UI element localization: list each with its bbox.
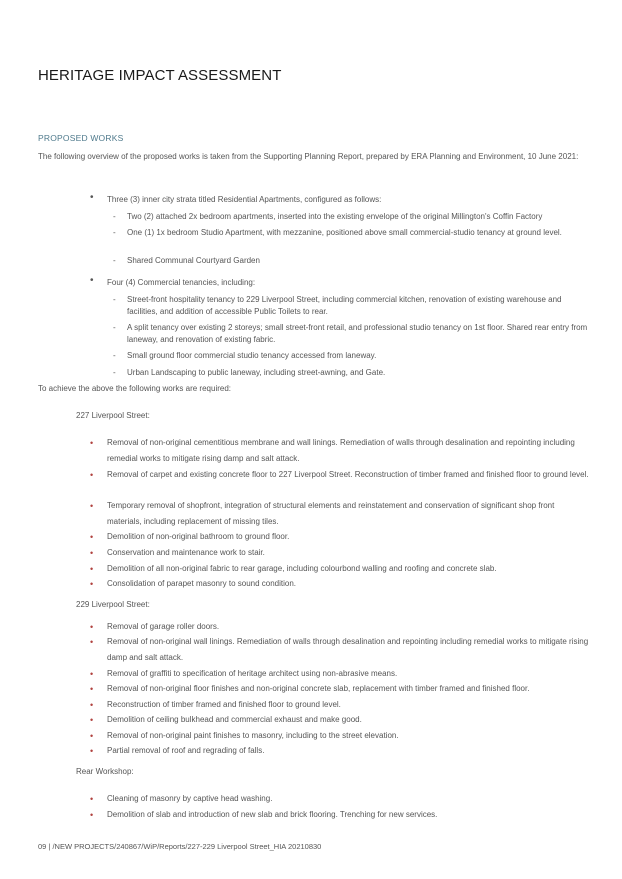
overview-subitem — [113, 322, 591, 346]
works-item-text: Removal of non-original cementitious membrane and wall linings. Remediation of walls through desalination and repointing including remedial works to mitigate rising damp and salt attack. — [107, 438, 575, 463]
bullet-icon: • — [90, 794, 94, 804]
works-item — [90, 728, 590, 744]
works-item-text: Temporary removal of shopfront, integration of structural elements and reinstatement and conservation of significant shop front materials, including replacement of missing tiles. — [107, 501, 555, 526]
bullet-icon: • — [90, 579, 94, 589]
bullet-icon: • — [90, 564, 94, 574]
overview-item — [90, 194, 600, 206]
subsection-heading: 227 Liverpool Street: — [76, 411, 150, 420]
works-item — [90, 697, 590, 713]
bullet-icon: • — [90, 731, 94, 741]
works-item-text: Removal of graffiti to specification of heritage architect using non-abrasive means. — [107, 669, 398, 678]
page-footer: 09 | /NEW PROJECTS/240867/WiP/Reports/227-229 Liverpool Street_HIA 20210830 — [38, 842, 322, 851]
works-item-text: Removal of non-original floor finishes and non-original concrete slab, replacement with timber framed and finished floor. — [107, 684, 530, 693]
bullet-icon: • — [90, 700, 94, 710]
dash-icon: - — [113, 323, 116, 332]
dash-icon: - — [113, 368, 116, 377]
dash-icon: - — [113, 212, 116, 221]
overview-subitem-text: Street-front hospitality tenancy to 229 Liverpool Street, including commercial kitchen, renovation of existing warehouse and facilities, and addition of accessible Public Toilets to rear. — [127, 295, 562, 316]
works-item — [90, 619, 590, 635]
works-item — [90, 529, 590, 545]
works-item-text: Consolidation of parapet masonry to sound condition. — [107, 579, 297, 588]
works-item-text: Partial removal of roof and regrading of falls. — [107, 746, 265, 755]
overview-item — [90, 277, 600, 289]
overview-subitem — [113, 350, 591, 362]
overview-item-text: Three (3) inner city strata titled Residential Apartments, configured as follows: — [107, 195, 382, 204]
dash-icon: - — [113, 295, 116, 304]
bullet-icon: • — [90, 470, 94, 480]
overview-subitem — [113, 227, 591, 239]
bullet-icon: • — [90, 622, 94, 632]
works-item — [90, 791, 590, 807]
works-item — [90, 712, 590, 728]
bullet-icon: • — [90, 746, 94, 756]
overview-subitem-text: Small ground floor commercial studio tenancy accessed from laneway. — [127, 351, 377, 360]
section-heading: PROPOSED WORKS — [38, 133, 124, 143]
bullet-icon: • — [90, 501, 94, 511]
works-item-text: Demolition of ceiling bulkhead and commercial exhaust and make good. — [107, 715, 362, 724]
bullet-icon: • — [90, 684, 94, 694]
dash-icon: - — [113, 228, 116, 237]
works-item — [90, 807, 590, 823]
works-item-text: Removal of non-original wall linings. Remediation of walls through desalination and repointing including remedial works to mitigate rising damp and salt attack. — [107, 637, 589, 662]
works-item-text: Cleaning of masonry by captive head washing. — [107, 794, 273, 803]
works-item-text: Demolition of all non-original fabric to rear garage, including colourbond walling and roofing and concrete slab. — [107, 564, 497, 573]
works-item — [90, 681, 590, 697]
bullet-icon: • — [90, 275, 94, 286]
works-item-text: Removal of non-original paint finishes to masonry, including to the street elevation. — [107, 731, 399, 740]
works-item-text: Reconstruction of timber framed and finished floor to ground level. — [107, 700, 341, 709]
bullet-icon: • — [90, 438, 94, 448]
works-item — [90, 561, 590, 577]
subsection-heading: Rear Workshop: — [76, 767, 134, 776]
works-item — [90, 666, 590, 682]
works-item — [90, 467, 590, 483]
overview-subitem-text: A split tenancy over existing 2 storeys; small street-front retail, and professional studio tenancy on 1st floor. Shared rear entry from laneway, and renovation of existing fabric. — [127, 323, 588, 344]
bullet-icon: • — [90, 192, 94, 203]
page-title: HERITAGE IMPACT ASSESSMENT — [38, 67, 282, 84]
subsection-heading: 229 Liverpool Street: — [76, 600, 150, 609]
bullet-icon: • — [90, 637, 94, 647]
works-item-text: Demolition of slab and introduction of new slab and brick flooring. Trenching for new services. — [107, 810, 438, 819]
dash-icon: - — [113, 256, 116, 265]
bullet-icon: • — [90, 532, 94, 542]
works-item-text: Removal of garage roller doors. — [107, 622, 220, 631]
works-item — [90, 743, 590, 759]
works-item — [90, 576, 590, 592]
works-item — [90, 634, 590, 666]
intro-paragraph: The following overview of the proposed works is taken from the Supporting Planning Report, prepared by ERA Planning and Environment, 10 June 2021: — [38, 152, 579, 161]
overview-subitem — [113, 367, 591, 379]
overview-subitem-text: Shared Communal Courtyard Garden — [127, 256, 260, 265]
dash-icon: - — [113, 351, 116, 360]
overview-subitem — [113, 294, 591, 318]
works-item — [90, 545, 590, 561]
lead-paragraph: To achieve the above the following works are required: — [38, 384, 231, 393]
works-item — [90, 435, 590, 467]
overview-item-text: Four (4) Commercial tenancies, including: — [107, 278, 256, 287]
overview-subitem — [113, 211, 591, 223]
works-item-text: Removal of carpet and existing concrete floor to 227 Liverpool Street. Reconstruction of timber framed and finished floor to ground level. — [107, 470, 589, 479]
bullet-icon: • — [90, 669, 94, 679]
overview-subitem-text: Two (2) attached 2x bedroom apartments, inserted into the existing envelope of the original Millington's Coffin Factory — [127, 212, 543, 221]
works-item-text: Demolition of non-original bathroom to ground floor. — [107, 532, 290, 541]
bullet-icon: • — [90, 810, 94, 820]
works-item-text: Conservation and maintenance work to stair. — [107, 548, 265, 557]
overview-subitem-text: One (1) 1x bedroom Studio Apartment, with mezzanine, positioned above small commercial-studio tenancy at ground level. — [127, 228, 562, 237]
works-item — [90, 498, 590, 530]
bullet-icon: • — [90, 548, 94, 558]
overview-subitem-text: Urban Landscaping to public laneway, including street-awning, and Gate. — [127, 368, 386, 377]
bullet-icon: • — [90, 715, 94, 725]
overview-subitem — [113, 255, 591, 267]
